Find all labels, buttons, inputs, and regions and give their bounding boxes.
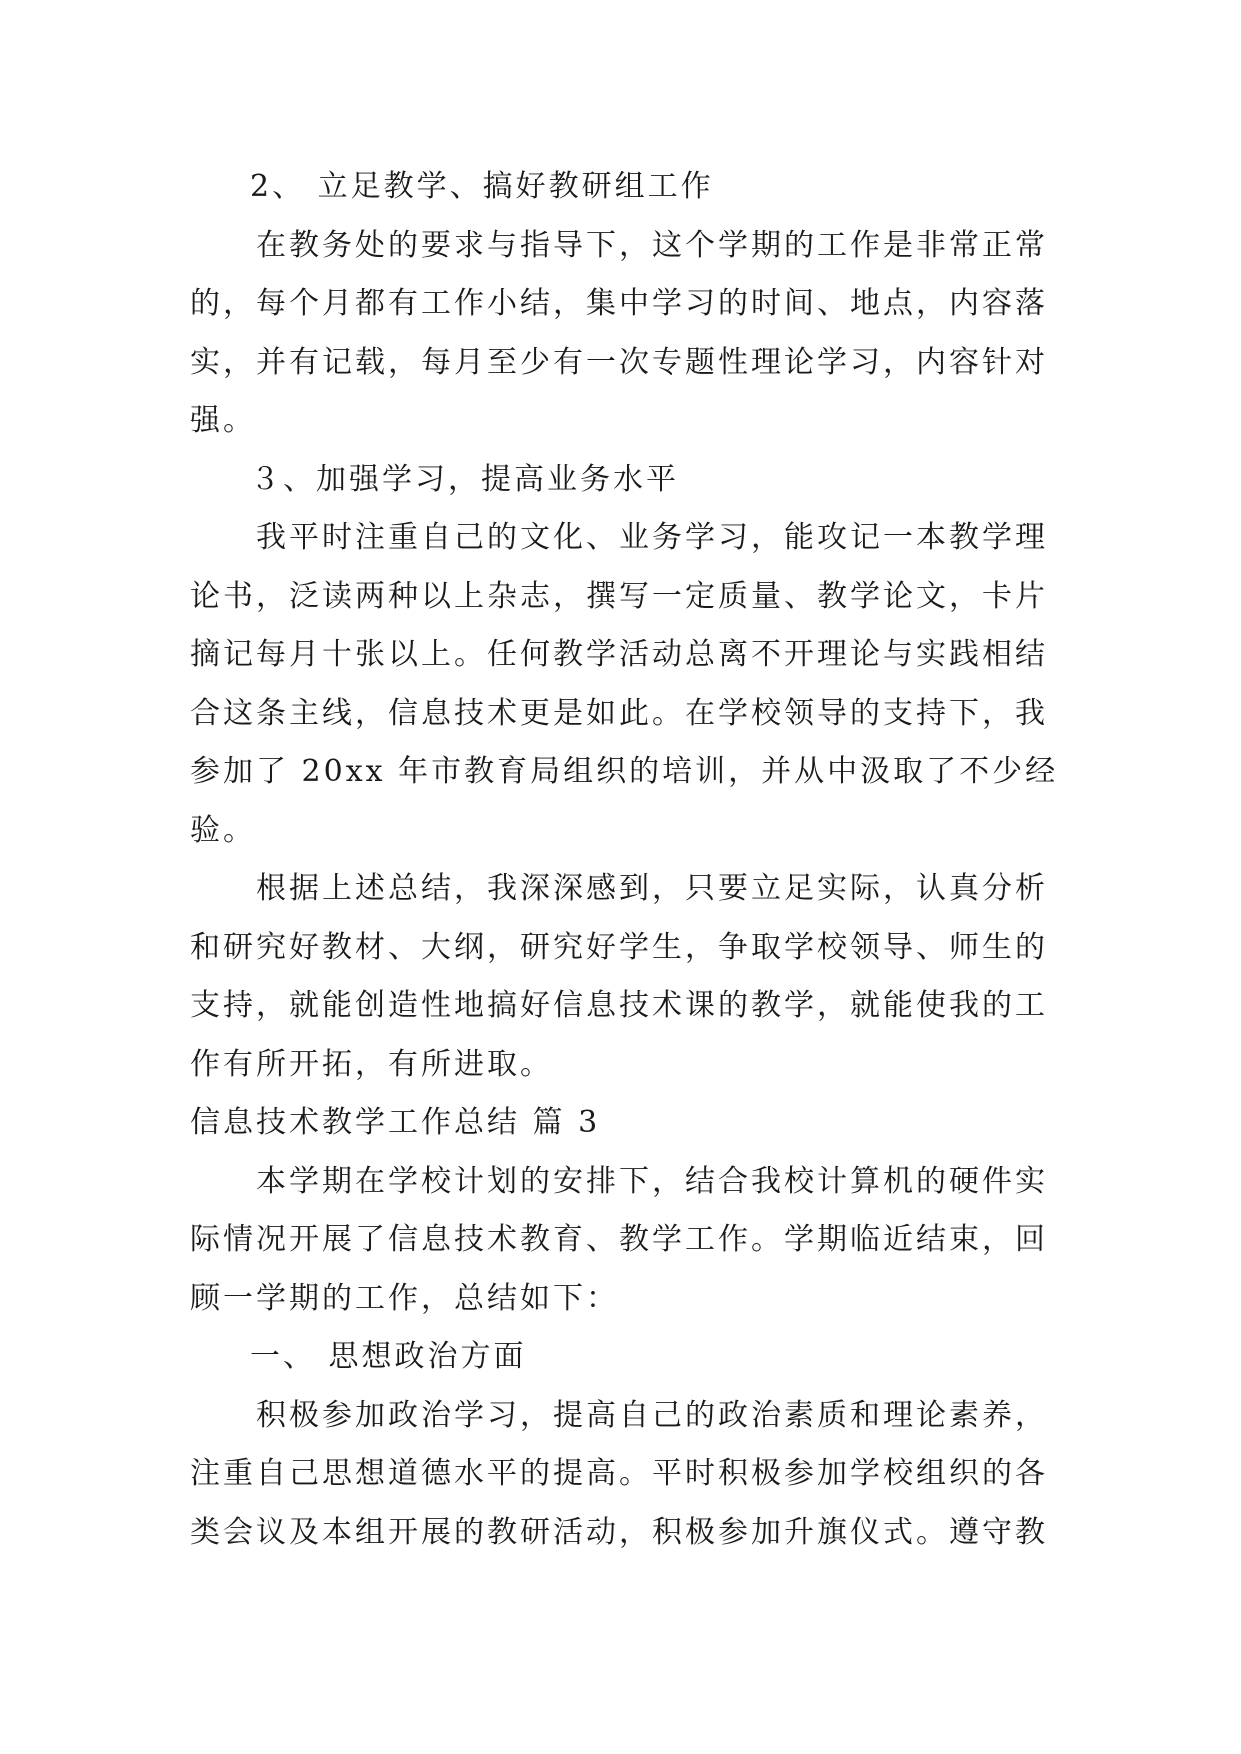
document-body <box>190 158 1059 1562</box>
paragraph-line: 类会议及本组开展的教研活动，积极参加升旗仪式。遵守教 <box>190 1514 1048 1550</box>
paragraph-line: 注重自己思想道德水平的提高。平时积极参加学校组织的各 <box>190 1456 1048 1491</box>
paragraph-line: 论书，泛读两种以上杂志，撰写一定质量、教学论文，卡片 <box>190 578 1048 614</box>
paragraph-line: 积极参加政治学习，提高自己的政治素质和理论素养， <box>256 1397 1048 1433</box>
paragraph-line: 我平时注重自己的文化、业务学习，能攻记一本教学理 <box>256 520 1048 555</box>
paragraph-line: 验。 <box>190 812 256 848</box>
paragraph-line: 和研究好教材、大纲，研究好学生，争取学校领导、师生的 <box>190 929 1048 965</box>
paragraph-line: 本学期在学校计划的安排下，结合我校计算机的硬件实 <box>256 1163 1048 1199</box>
paragraph-line: 摘记每月十张以上。任何教学活动总离不开理论与实践相结 <box>190 637 1048 672</box>
paragraph-line: 作有所开拓，有所进取。 <box>190 1046 553 1082</box>
article-title: 信息技术教学工作总结 篇 3 <box>190 1105 601 1140</box>
paragraph-line: 根据上述总结，我深深感到，只要立足实际，认真分析 <box>256 871 1048 906</box>
paragraph-line: 的，每个月都有工作小结，集中学习的时间、地点，内容落 <box>190 286 1048 321</box>
section-heading: 一、 思想政治方面 <box>250 1339 527 1374</box>
paragraph-line: 合这条主线，信息技术更是如此。在学校领导的支持下，我 <box>190 695 1048 731</box>
paragraph-line: 强。 <box>190 403 256 438</box>
paragraph-line: 实，并有记载，每月至少有一次专题性理论学习，内容针对 <box>190 344 1048 380</box>
paragraph-line: 在教务处的要求与指导下，这个学期的工作是非常正常 <box>256 227 1048 263</box>
paragraph-line: 际情况开展了信息技术教育、教学工作。学期临近结束，回 <box>190 1222 1048 1257</box>
paragraph-line: 顾一学期的工作，总结如下： <box>190 1280 619 1316</box>
paragraph-line: 参加了 20xx 年市教育局组织的培训，并从中汲取了不少经 <box>190 754 1059 789</box>
paragraph-line: 支持，就能创造性地搞好信息技术课的教学，就能使我的工 <box>190 988 1048 1023</box>
section-heading: 2、 立足教学、搞好教研组工作 <box>250 169 714 204</box>
section-heading: ３、加强学习，提高业务水平 <box>250 461 679 497</box>
